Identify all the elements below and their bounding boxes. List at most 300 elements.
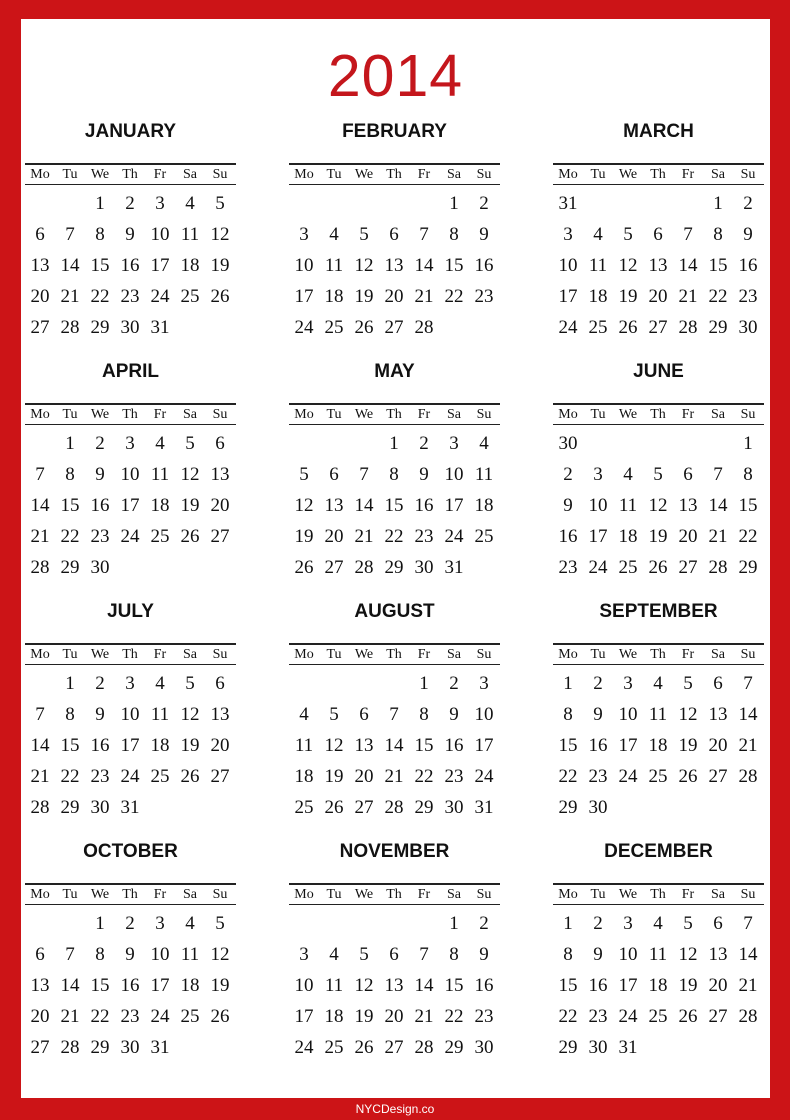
day-cell: 18 xyxy=(150,735,170,756)
weekday-label: Tu xyxy=(590,647,606,662)
day-cell: 15 xyxy=(708,255,728,276)
weekday-label: We xyxy=(90,887,110,902)
month-title: MAY xyxy=(374,361,415,382)
footer-credit: NYCDesign.co xyxy=(355,1102,435,1116)
day-cell: 25 xyxy=(648,766,668,787)
day-cell: 1 xyxy=(65,673,75,694)
month-title: JANUARY xyxy=(84,121,177,142)
month-title: NOVEMBER xyxy=(339,841,450,862)
day-cell: 1 xyxy=(95,913,105,934)
weekday-label: Fr xyxy=(417,647,431,662)
day-cell: 17 xyxy=(294,1006,314,1027)
weekday-label: Th xyxy=(122,407,138,422)
day-cell: 18 xyxy=(294,766,314,787)
day-cell: 30 xyxy=(558,433,578,454)
weekday-label: We xyxy=(618,407,638,422)
day-cell: 16 xyxy=(120,255,140,276)
day-cell: 23 xyxy=(414,526,434,547)
month-november xyxy=(289,833,500,1073)
day-cell: 12 xyxy=(618,255,638,276)
day-cell: 11 xyxy=(618,495,638,516)
day-cell: 4 xyxy=(623,464,633,485)
day-cell: 9 xyxy=(419,464,429,485)
day-cell: 30 xyxy=(414,557,434,578)
day-cell: 22 xyxy=(558,766,578,787)
day-cell: 18 xyxy=(180,255,200,276)
day-cell: 23 xyxy=(474,1006,494,1027)
day-cell: 8 xyxy=(563,704,573,725)
day-cell: 1 xyxy=(419,673,429,694)
weekday-label: Tu xyxy=(326,167,342,182)
month-title: DECEMBER xyxy=(604,841,713,862)
day-cell: 25 xyxy=(474,526,494,547)
day-cell: 24 xyxy=(294,1037,314,1058)
day-cell: 17 xyxy=(150,975,170,996)
day-grid xyxy=(289,905,500,1063)
weekday-header xyxy=(289,163,500,185)
day-cell: 7 xyxy=(419,944,429,965)
weekday-label: Fr xyxy=(681,407,695,422)
day-cell: 6 xyxy=(359,704,369,725)
day-cell: 4 xyxy=(593,224,603,245)
weekday-label: Su xyxy=(212,407,228,422)
day-cell: 4 xyxy=(653,913,663,934)
day-cell: 22 xyxy=(414,766,434,787)
day-cell: 31 xyxy=(150,1037,170,1058)
day-cell: 4 xyxy=(155,433,165,454)
day-cell: 27 xyxy=(384,1037,404,1058)
day-cell: 9 xyxy=(95,464,105,485)
day-cell: 8 xyxy=(95,224,105,245)
weekday-label: Th xyxy=(650,407,666,422)
day-cell: 16 xyxy=(90,735,110,756)
day-cell: 15 xyxy=(444,975,464,996)
weekday-label: Tu xyxy=(62,407,78,422)
day-cell: 26 xyxy=(180,766,200,787)
day-cell: 22 xyxy=(90,286,110,307)
day-cell: 20 xyxy=(324,526,344,547)
day-cell: 5 xyxy=(683,673,693,694)
weekday-label: Sa xyxy=(183,167,197,182)
day-cell: 5 xyxy=(683,913,693,934)
day-cell: 16 xyxy=(414,495,434,516)
month-june xyxy=(553,353,764,593)
day-cell: 24 xyxy=(294,317,314,338)
weekday-header xyxy=(553,643,764,665)
day-cell: 7 xyxy=(419,224,429,245)
weekday-label: Sa xyxy=(447,407,461,422)
day-cell: 18 xyxy=(648,975,668,996)
day-cell: 23 xyxy=(474,286,494,307)
weekday-label: Tu xyxy=(326,887,342,902)
weekday-header xyxy=(289,403,500,425)
day-cell: 18 xyxy=(648,735,668,756)
day-cell: 27 xyxy=(210,766,230,787)
day-cell: 5 xyxy=(185,433,195,454)
day-cell: 11 xyxy=(648,704,668,725)
day-cell: 6 xyxy=(329,464,339,485)
day-cell: 8 xyxy=(389,464,399,485)
weekday-label: Su xyxy=(476,647,492,662)
day-cell: 24 xyxy=(618,1006,638,1027)
day-cell: 18 xyxy=(150,495,170,516)
day-cell: 20 xyxy=(210,495,230,516)
day-cell: 15 xyxy=(444,255,464,276)
weekday-label: Mo xyxy=(558,407,578,422)
day-cell: 4 xyxy=(329,224,339,245)
day-cell: 29 xyxy=(60,557,80,578)
day-cell: 21 xyxy=(60,286,80,307)
day-cell: 18 xyxy=(474,495,494,516)
day-cell: 11 xyxy=(180,944,200,965)
day-cell: 20 xyxy=(384,1006,404,1027)
day-grid xyxy=(553,905,764,1063)
day-cell: 1 xyxy=(743,433,753,454)
weekday-header xyxy=(289,883,500,905)
weekday-label: Fr xyxy=(153,887,167,902)
weekday-label: Sa xyxy=(183,647,197,662)
day-cell: 6 xyxy=(215,433,225,454)
day-cell: 10 xyxy=(618,944,638,965)
day-cell: 9 xyxy=(449,704,459,725)
month-title: OCTOBER xyxy=(83,841,178,862)
weekday-label: Fr xyxy=(153,647,167,662)
day-cell: 23 xyxy=(90,526,110,547)
weekday-label: Sa xyxy=(447,647,461,662)
day-cell: 14 xyxy=(414,255,434,276)
day-cell: 7 xyxy=(389,704,399,725)
weekday-label: Th xyxy=(122,647,138,662)
day-cell: 4 xyxy=(329,944,339,965)
day-cell: 31 xyxy=(150,317,170,338)
weekday-label: Su xyxy=(740,887,756,902)
day-cell: 26 xyxy=(210,286,230,307)
day-cell: 10 xyxy=(120,464,140,485)
day-cell: 13 xyxy=(384,255,404,276)
month-title: FEBRUARY xyxy=(342,121,447,142)
day-cell: 9 xyxy=(593,944,603,965)
day-cell: 14 xyxy=(60,255,80,276)
weekday-label: Fr xyxy=(153,167,167,182)
day-cell: 14 xyxy=(30,735,50,756)
day-cell: 24 xyxy=(474,766,494,787)
weekday-label: Su xyxy=(740,647,756,662)
day-cell: 20 xyxy=(354,766,374,787)
weekday-label: Sa xyxy=(183,887,197,902)
day-cell: 13 xyxy=(30,975,50,996)
day-cell: 30 xyxy=(120,317,140,338)
day-cell: 11 xyxy=(324,975,344,996)
day-cell: 11 xyxy=(648,944,668,965)
weekday-label: Sa xyxy=(711,647,725,662)
day-grid xyxy=(289,665,500,823)
weekday-label: Su xyxy=(476,167,492,182)
day-cell: 30 xyxy=(444,797,464,818)
day-cell: 17 xyxy=(618,975,638,996)
day-cell: 3 xyxy=(125,673,135,694)
month-july xyxy=(25,593,236,833)
day-cell: 25 xyxy=(588,317,608,338)
day-cell: 30 xyxy=(120,1037,140,1058)
day-cell: 19 xyxy=(354,286,374,307)
day-cell: 27 xyxy=(384,317,404,338)
day-cell: 25 xyxy=(294,797,314,818)
weekday-label: Th xyxy=(386,887,402,902)
day-cell: 14 xyxy=(60,975,80,996)
day-cell: 14 xyxy=(414,975,434,996)
day-cell: 8 xyxy=(95,944,105,965)
day-cell: 1 xyxy=(563,913,573,934)
day-cell: 6 xyxy=(389,944,399,965)
day-cell: 14 xyxy=(354,495,374,516)
day-cell: 26 xyxy=(210,1006,230,1027)
day-cell: 3 xyxy=(623,673,633,694)
day-cell: 10 xyxy=(150,944,170,965)
day-cell: 23 xyxy=(120,286,140,307)
day-cell: 14 xyxy=(384,735,404,756)
month-grid xyxy=(25,113,769,1073)
weekday-label: Mo xyxy=(294,887,314,902)
day-cell: 14 xyxy=(738,704,758,725)
day-cell: 4 xyxy=(155,673,165,694)
calendar-page xyxy=(21,19,770,1098)
day-cell: 19 xyxy=(678,975,698,996)
day-cell: 9 xyxy=(479,224,489,245)
day-cell: 16 xyxy=(120,975,140,996)
day-cell: 16 xyxy=(474,255,494,276)
day-cell: 4 xyxy=(185,913,195,934)
month-march xyxy=(553,113,764,353)
day-cell: 9 xyxy=(743,224,753,245)
day-cell: 1 xyxy=(713,193,723,214)
day-cell: 16 xyxy=(588,975,608,996)
day-cell: 1 xyxy=(449,193,459,214)
month-title: MARCH xyxy=(623,121,694,142)
day-cell: 30 xyxy=(738,317,758,338)
weekday-label: Tu xyxy=(590,407,606,422)
day-cell: 31 xyxy=(444,557,464,578)
weekday-label: Fr xyxy=(153,407,167,422)
day-cell: 25 xyxy=(324,317,344,338)
day-cell: 13 xyxy=(678,495,698,516)
weekday-label: We xyxy=(354,167,374,182)
day-cell: 26 xyxy=(678,766,698,787)
weekday-label: Th xyxy=(650,887,666,902)
day-cell: 3 xyxy=(479,673,489,694)
day-cell: 17 xyxy=(120,735,140,756)
day-cell: 17 xyxy=(588,526,608,547)
day-cell: 8 xyxy=(743,464,753,485)
weekday-label: Su xyxy=(212,887,228,902)
weekday-label: Tu xyxy=(590,167,606,182)
weekday-label: Su xyxy=(740,167,756,182)
day-cell: 25 xyxy=(150,766,170,787)
day-cell: 2 xyxy=(479,913,489,934)
day-cell: 3 xyxy=(563,224,573,245)
weekday-label: Mo xyxy=(30,407,50,422)
day-cell: 23 xyxy=(588,1006,608,1027)
day-cell: 28 xyxy=(414,1037,434,1058)
month-title: JUNE xyxy=(633,361,684,382)
day-cell: 22 xyxy=(558,1006,578,1027)
day-cell: 26 xyxy=(354,317,374,338)
day-cell: 6 xyxy=(215,673,225,694)
day-cell: 21 xyxy=(30,526,50,547)
day-cell: 24 xyxy=(120,526,140,547)
day-grid xyxy=(25,185,236,343)
weekday-label: Th xyxy=(650,167,666,182)
weekday-label: We xyxy=(354,647,374,662)
weekday-label: Sa xyxy=(447,887,461,902)
day-cell: 2 xyxy=(125,193,135,214)
day-cell: 17 xyxy=(618,735,638,756)
day-cell: 29 xyxy=(90,1037,110,1058)
month-may xyxy=(289,353,500,593)
day-cell: 6 xyxy=(389,224,399,245)
day-cell: 19 xyxy=(324,766,344,787)
day-cell: 25 xyxy=(324,1037,344,1058)
day-cell: 24 xyxy=(618,766,638,787)
day-cell: 5 xyxy=(215,193,225,214)
weekday-label: We xyxy=(90,167,110,182)
day-cell: 15 xyxy=(90,975,110,996)
weekday-header xyxy=(553,403,764,425)
day-cell: 22 xyxy=(60,766,80,787)
weekday-label: Tu xyxy=(326,647,342,662)
weekday-label: Su xyxy=(212,647,228,662)
day-cell: 11 xyxy=(180,224,200,245)
day-cell: 1 xyxy=(95,193,105,214)
day-cell: 21 xyxy=(738,735,758,756)
day-cell: 16 xyxy=(738,255,758,276)
day-cell: 31 xyxy=(558,193,578,214)
day-cell: 3 xyxy=(299,944,309,965)
weekday-label: Th xyxy=(122,887,138,902)
day-cell: 2 xyxy=(419,433,429,454)
day-cell: 18 xyxy=(618,526,638,547)
day-cell: 17 xyxy=(294,286,314,307)
day-cell: 3 xyxy=(623,913,633,934)
day-cell: 16 xyxy=(558,526,578,547)
month-december xyxy=(553,833,764,1073)
day-cell: 10 xyxy=(150,224,170,245)
day-cell: 28 xyxy=(30,557,50,578)
day-cell: 21 xyxy=(738,975,758,996)
day-cell: 12 xyxy=(678,704,698,725)
day-cell: 7 xyxy=(35,704,45,725)
day-cell: 23 xyxy=(444,766,464,787)
day-cell: 21 xyxy=(414,1006,434,1027)
day-cell: 28 xyxy=(678,317,698,338)
day-cell: 31 xyxy=(618,1037,638,1058)
weekday-header xyxy=(553,883,764,905)
weekday-label: Mo xyxy=(558,647,578,662)
day-cell: 6 xyxy=(713,673,723,694)
day-cell: 27 xyxy=(30,1037,50,1058)
weekday-label: Fr xyxy=(681,887,695,902)
weekday-label: Mo xyxy=(294,407,314,422)
weekday-label: Mo xyxy=(294,647,314,662)
day-cell: 16 xyxy=(444,735,464,756)
day-cell: 12 xyxy=(180,704,200,725)
weekday-label: Sa xyxy=(183,407,197,422)
day-cell: 13 xyxy=(324,495,344,516)
day-cell: 24 xyxy=(150,1006,170,1027)
day-cell: 16 xyxy=(90,495,110,516)
day-grid xyxy=(25,425,236,583)
weekday-label: We xyxy=(90,647,110,662)
weekday-label: Mo xyxy=(30,647,50,662)
day-cell: 2 xyxy=(593,913,603,934)
day-cell: 30 xyxy=(90,557,110,578)
day-cell: 25 xyxy=(180,286,200,307)
day-cell: 8 xyxy=(449,224,459,245)
day-cell: 25 xyxy=(180,1006,200,1027)
day-cell: 18 xyxy=(324,286,344,307)
day-cell: 15 xyxy=(384,495,404,516)
day-cell: 29 xyxy=(414,797,434,818)
month-april xyxy=(25,353,236,593)
day-grid xyxy=(553,665,764,823)
day-cell: 2 xyxy=(125,913,135,934)
day-cell: 26 xyxy=(294,557,314,578)
day-cell: 12 xyxy=(210,224,230,245)
day-cell: 8 xyxy=(65,464,75,485)
day-cell: 28 xyxy=(384,797,404,818)
day-cell: 30 xyxy=(588,1037,608,1058)
weekday-header xyxy=(25,643,236,665)
day-cell: 15 xyxy=(558,975,578,996)
day-cell: 29 xyxy=(738,557,758,578)
day-cell: 26 xyxy=(324,797,344,818)
day-cell: 19 xyxy=(648,526,668,547)
day-cell: 4 xyxy=(185,193,195,214)
weekday-label: Th xyxy=(122,167,138,182)
day-cell: 7 xyxy=(65,944,75,965)
day-cell: 13 xyxy=(708,704,728,725)
day-cell: 7 xyxy=(65,224,75,245)
day-cell: 5 xyxy=(359,944,369,965)
weekday-label: Th xyxy=(386,407,402,422)
day-cell: 23 xyxy=(588,766,608,787)
day-cell: 27 xyxy=(354,797,374,818)
day-cell: 10 xyxy=(294,975,314,996)
day-cell: 20 xyxy=(708,735,728,756)
day-cell: 28 xyxy=(60,1037,80,1058)
day-cell: 20 xyxy=(678,526,698,547)
day-cell: 27 xyxy=(678,557,698,578)
day-cell: 11 xyxy=(474,464,494,485)
day-cell: 3 xyxy=(593,464,603,485)
weekday-label: We xyxy=(90,407,110,422)
day-cell: 29 xyxy=(90,317,110,338)
day-cell: 14 xyxy=(30,495,50,516)
month-title: SEPTEMBER xyxy=(599,601,718,622)
day-cell: 30 xyxy=(588,797,608,818)
weekday-label: Su xyxy=(476,407,492,422)
day-cell: 27 xyxy=(210,526,230,547)
day-cell: 2 xyxy=(563,464,573,485)
weekday-label: Th xyxy=(386,647,402,662)
day-cell: 7 xyxy=(743,673,753,694)
day-cell: 7 xyxy=(743,913,753,934)
weekday-label: Fr xyxy=(681,167,695,182)
day-cell: 5 xyxy=(623,224,633,245)
weekday-label: We xyxy=(618,167,638,182)
day-cell: 2 xyxy=(479,193,489,214)
day-cell: 18 xyxy=(324,1006,344,1027)
day-cell: 31 xyxy=(474,797,494,818)
